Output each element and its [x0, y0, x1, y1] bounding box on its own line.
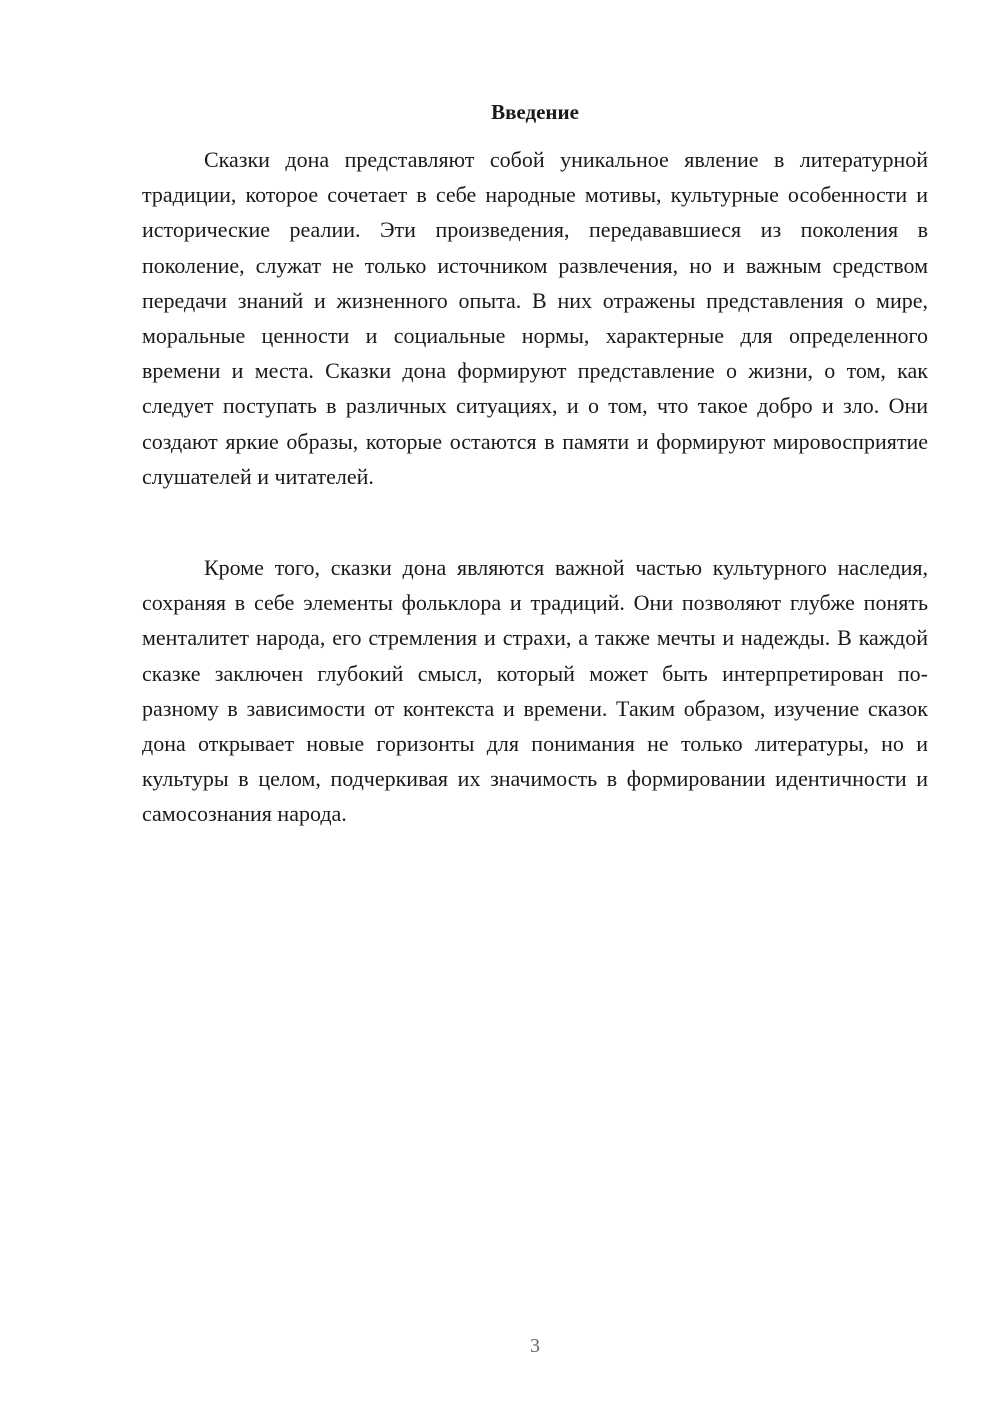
section-heading: Введение	[491, 100, 579, 124]
page-number: 3	[530, 1335, 540, 1357]
paragraph-2: Кроме того, сказки дона являются важной частью культурного наследия, сохраняя в себе элементы фольклора и традиций. Они позволяют глубже понять менталитет народа, его стремления и страхи, а также мечты и надежды. В каждой сказке заключен глубокий смысл, который может быть интерпретирован по-разному в зависимости от контекста и времени. Таким образом, изучение сказок дона открывает новые горизонты для понимания не только литературы, но и культуры в целом, подчеркивая их значимость в формировании идентичности и самосознания народа.	[142, 555, 928, 827]
paragraph-1: Сказки дона представляют собой уникальное явление в литературной традиции, которое сочетает в себе народные мотивы, культурные особенности и исторические реалии. Эти произведения, передававшиеся из поколения в поколение, служат не только источником развлечения, но и важным средством передачи знаний и жизненного опыта. В них отражены представления о мире, моральные ценности и социальные нормы, характерные для определенного времени и места. Сказки дона формируют представление о жизни, о том, как следует поступать в различных ситуациях, и о том, что такое добро и зло. Они создают яркие образы, которые остаются в памяти и формируют мировосприятие слушателей и читателей.	[142, 147, 928, 489]
